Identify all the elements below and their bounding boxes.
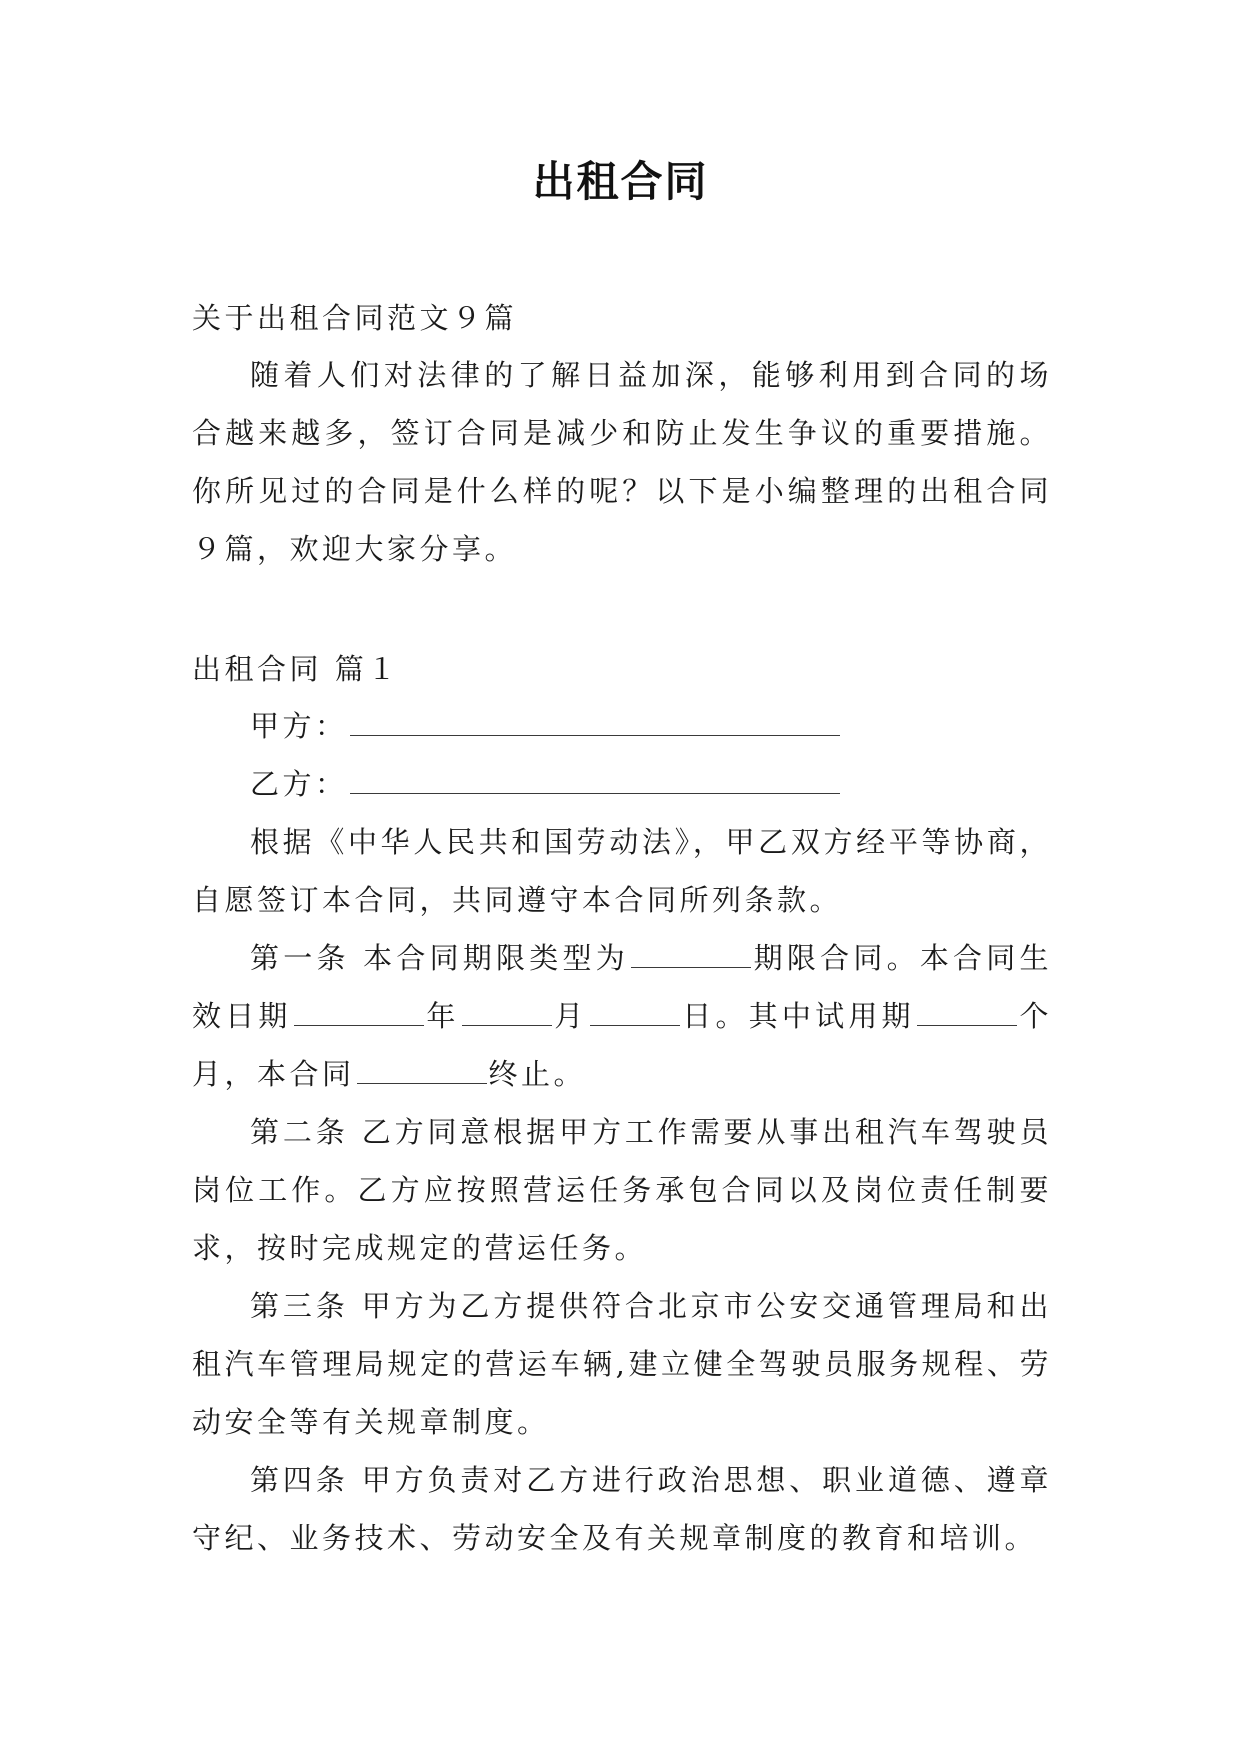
article-1-text-2: 期限合同。本合同生效日期 xyxy=(192,941,1052,1033)
article-1-text-4: 月 xyxy=(553,999,588,1033)
contract-body xyxy=(192,697,1052,1567)
preamble-paragraph: 根据《中华人民共和国劳动法》，甲乙双方经平等协商，自愿签订本合同，共同遵守本合同所列条款。 xyxy=(192,825,1052,917)
contract-type-blank xyxy=(631,941,751,968)
start-year-blank xyxy=(294,999,424,1026)
document-subtitle: 关于出租合同范文９篇 xyxy=(192,301,518,335)
section-heading: 出租合同 篇１ xyxy=(192,652,400,686)
document-title: 出租合同 xyxy=(532,157,709,206)
article-1-text-3: 年 xyxy=(425,999,460,1033)
article-2: 第二条 乙方同意根据甲方工作需要从事出租汽车驾驶员岗位工作。乙方应按照营运任务承包合同以及岗位责任制要求，按时完成规定的营运任务。 xyxy=(192,1115,1052,1265)
party-a-blank xyxy=(350,709,840,736)
party-b-blank xyxy=(350,767,840,794)
start-day-blank xyxy=(590,999,680,1026)
party-b-label: 乙方： xyxy=(250,767,348,801)
intro-paragraph: 随着人们对法律的了解日益加深，能够利用到合同的场合越来越多，签订合同是减少和防止发生争议的重要措施。你所见过的合同是什么样的呢？以下是小编整理的出租合同９篇，欢迎大家分享。 xyxy=(192,358,1052,566)
start-month-blank xyxy=(462,999,552,1026)
end-date-blank xyxy=(357,1057,487,1084)
article-1-text-7: 终止。 xyxy=(488,1057,587,1091)
party-a-label: 甲方： xyxy=(250,709,348,743)
article-1 xyxy=(192,929,1052,1103)
article-1-text-5: 日。其中试用期 xyxy=(681,999,915,1033)
article-4: 第四条 甲方负责对乙方进行政治思想、职业道德、遵章守纪、业务技术、劳动安全及有关规章制度的教育和培训。 xyxy=(192,1463,1052,1555)
article-3: 第三条 甲方为乙方提供符合北京市公安交通管理局和出租汽车管理局规定的营运车辆,建立健全驾驶员服务规程、劳动安全等有关规章制度。 xyxy=(192,1289,1052,1439)
party-a-row xyxy=(192,697,1052,755)
party-b-row xyxy=(192,755,1052,813)
probation-blank xyxy=(917,999,1017,1026)
article-1-text-6: 个月，本合同 xyxy=(192,999,1052,1091)
article-1-text-1: 第一条 本合同期限类型为 xyxy=(250,941,629,975)
intro-section xyxy=(192,346,1052,578)
